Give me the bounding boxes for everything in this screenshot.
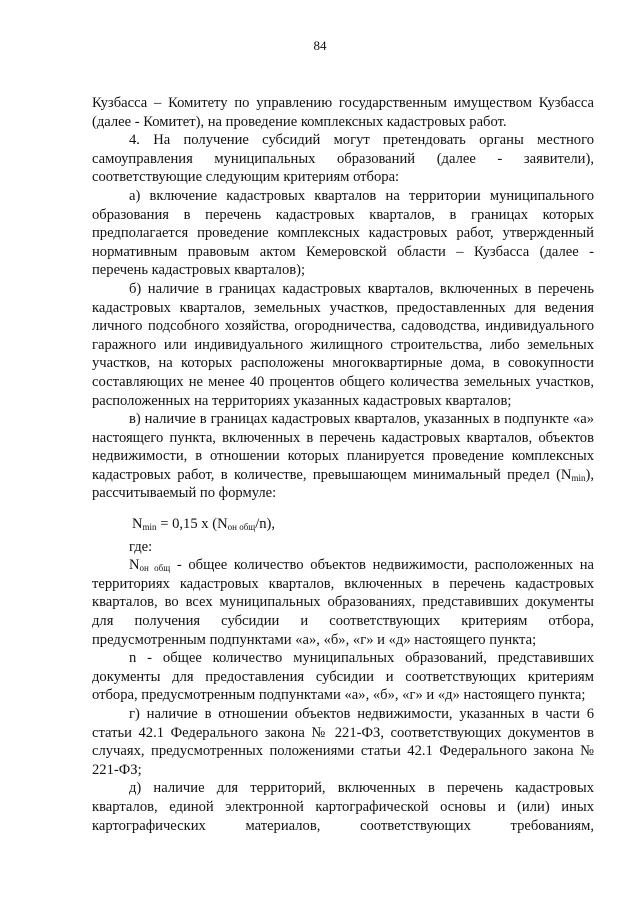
paragraph-3: а) включение кадастровых кварталов на территории муниципального образования в перечень кадастровых кварталов, в границах которых предполагается проведение комплексных кадастровых работ, утвержденный нормативным правовым актом Кемеровской области – Кузбасса (далее - перечень кадастровых кварталов);	[92, 187, 594, 279]
paragraph-10: д) наличие для территорий, включенных в перечень кадастровых кварталов, единой электронной картографической основы и (или) иных картографических материалов, соответствующих требованиям,	[92, 780, 594, 834]
formula-part-b: = 0,15 x (N	[156, 516, 228, 533]
paragraph-1: Кузбасса – Комитету по управлению государственным имуществом Кузбасса (далее - Комитет), на проведение комплексных кадастровых работ.	[92, 95, 594, 130]
formula-part-a: N	[132, 516, 143, 533]
paragraph-5	[92, 410, 594, 503]
document-body	[92, 94, 594, 835]
paragraph-7	[92, 556, 594, 649]
formula-subscript-1: min	[142, 522, 157, 533]
formula	[92, 515, 594, 534]
paragraph-where: где:	[129, 538, 153, 555]
paragraph-2: 4. На получение субсидий могут претендовать органы местного самоуправления муниципальных образований (далее - заявители), соответствующие следующим критериям отбора:	[92, 132, 594, 186]
paragraph-8: n - общее количество муниципальных образований, представивших документы для предоставления субсидии и соответствующих критериям отбора, предусмотренным подпунктами «а», «б», «г» и «д» настоящего пункта;	[92, 650, 594, 704]
paragraph-5-subscript: min	[571, 472, 586, 483]
paragraph-9: г) наличие в отношении объектов недвижимости, указанных в части 6 статьи 42.1 Федерального закона № 221-ФЗ, соответствующих документов в случаях, предусмотренных положениями статьи 42.1 Федерального закона № 221-ФЗ;	[92, 706, 594, 778]
page-number: 84	[313, 38, 327, 53]
paragraph-7-text-a: N	[129, 557, 140, 574]
paragraph-7-text-b: - общее количество объектов недвижимости, расположенных на территориях кадастровых кварталов, включенных в перечень кадастровых кварталов, во всех муниципальных образованиях, представивших документы для получения субсидии и соответствующих критериям отбора, предусмотренным подпунктами «а», «б», «г» и «д» настоящего пункта;	[92, 557, 595, 648]
paragraph-5-text-b: ), рассчитываемый по формуле:	[92, 466, 594, 502]
formula-part-c: /n),	[255, 516, 276, 533]
paragraph-7-subscript: он общ	[139, 563, 171, 574]
formula-subscript-2: он общ	[227, 522, 256, 533]
paragraph-5-text-a: в) наличие в границах кадастровых кварталов, указанных в подпункте «а» настоящего пункта, включенных в перечень кадастровых кварталов, объектов недвижимости, в отношении которых планируется проведение комплексных кадастровых работ, в количестве, превышающем минимальный предел (N	[92, 411, 594, 483]
paragraph-4: б) наличие в границах кадастровых кварталов, включенных в перечень кадастровых кварталов, земельных участков, предоставленных для ведения личного подсобного хозяйства, огородничества, садоводства, индивидуального гаражного или индивидуального жилищного строительства, либо земельных участков, на которых расположены многоквартирные дома, в совокупности составляющих не менее 40 процентов общего количества земельных участков, расположенных на территориях указанных кадастровых кварталов;	[92, 280, 594, 409]
